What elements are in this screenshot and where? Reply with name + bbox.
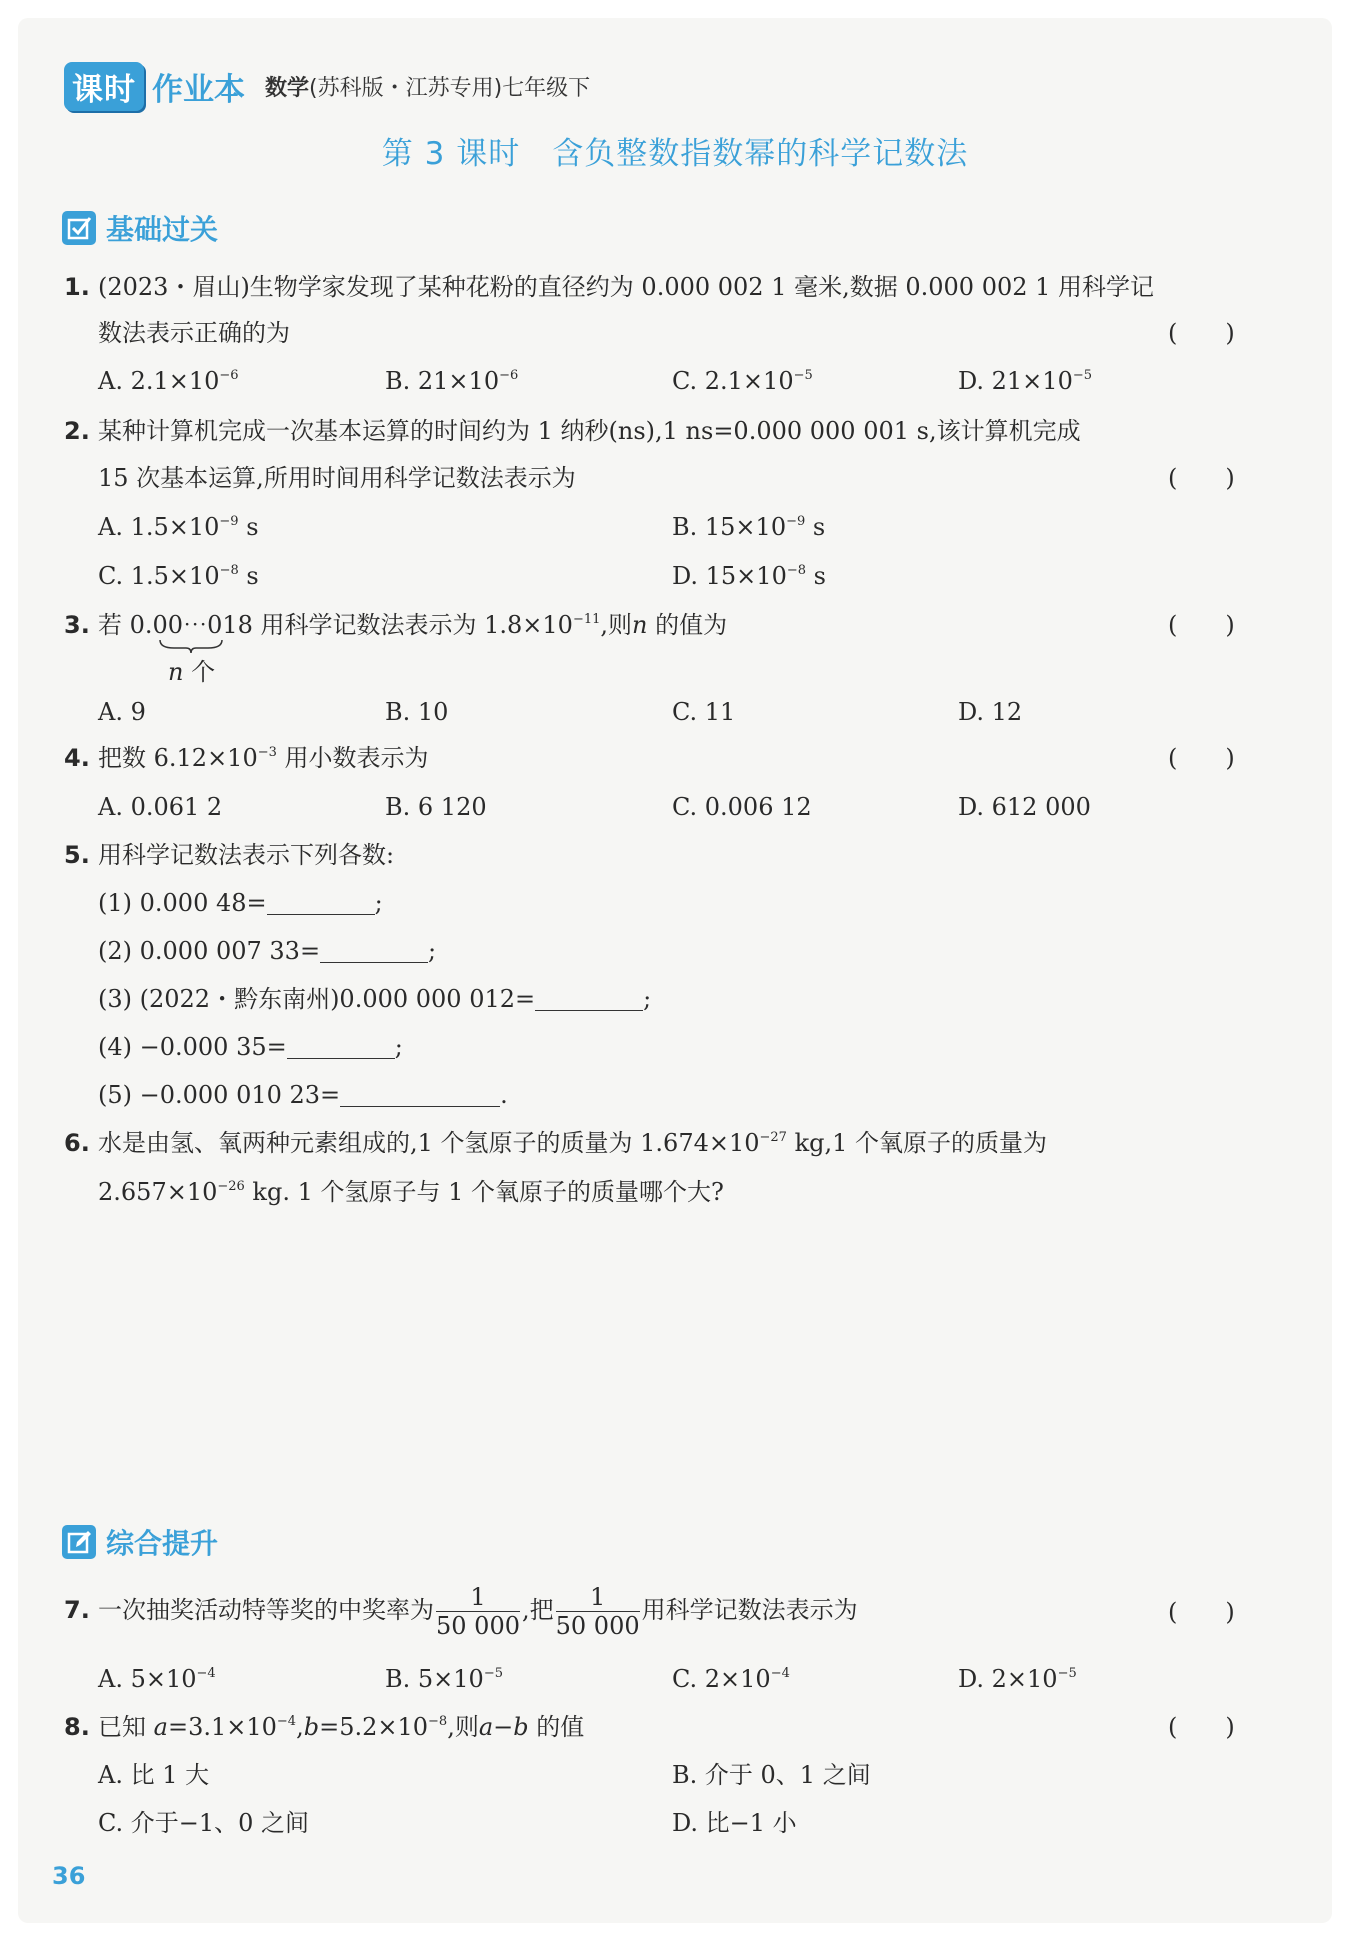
fill-label: (2) 0.000 007 33= [98,937,321,965]
option-c: C. 11 [672,698,736,726]
exponent: −9 [786,514,806,529]
option-a: A. 比 1 大 [98,1761,210,1789]
option-d: D. 612 000 [958,793,1091,821]
question-4 [64,743,429,773]
question-text: =5.2×10 [319,1713,429,1741]
option-text: A. 1.5×10 [98,513,220,541]
fraction-numerator: 1 [556,1583,640,1612]
question-text: 用科学记数法表示下列各数: [98,841,395,869]
question-2-line2: 15 次基本运算,所用时间用科学记数法表示为 [98,464,576,492]
question-number: 7. [64,1596,90,1624]
punctuation: ; [428,937,437,965]
answer-bracket: ( ) [1168,611,1235,639]
option-text: B. 21×10 [385,367,500,395]
option-text: A. 5×10 [98,1665,197,1693]
option-c: C. 0.006 12 [672,793,812,821]
exponent: −5 [483,1666,503,1681]
brace-label-text: 个 [183,658,216,686]
fill-label: (5) −0.000 010 23= [98,1081,341,1109]
exponent: −9 [219,514,239,529]
fill-item-3 [98,984,651,1014]
fraction [556,1583,640,1640]
exponent: −3 [257,745,277,760]
option-text: C. 1.5×10 [98,562,220,590]
fraction-denominator: 50 000 [555,1612,640,1640]
option-c: C. 介于−1、0 之间 [98,1809,310,1837]
option-b: B. 6 120 [385,793,487,821]
fraction-numerator: 1 [436,1583,520,1612]
answer-blank[interactable] [535,988,643,1011]
section-advanced-title: 综合提升 [106,1527,219,1560]
exponent: −8 [428,1714,448,1729]
expression: a−b [478,1713,529,1741]
header-brand [64,62,590,111]
fill-item-1 [98,888,383,918]
option-text: D. 21×10 [958,367,1073,395]
fill-label: (3) (2022・黔东南州)0.000 000 012= [98,985,536,1013]
question-number: 6. [64,1129,90,1157]
exponent: −4 [196,1666,216,1681]
answer-bracket: ( ) [1168,1713,1235,1741]
brand-logo-zuoye: 作业本 [152,72,245,108]
punctuation: ; [394,1033,403,1061]
question-text: 水是由氢、氧两种元素组成的,1 个氢原子的质量为 1.674×10 [98,1129,760,1157]
fill-label: (4) −0.000 35= [98,1033,287,1061]
pencil-edit-icon [62,1525,96,1559]
section-basic [62,208,218,248]
unit: s [238,562,259,590]
section-basic-title: 基础过关 [106,213,219,246]
question-text: =3.1×10 [167,1713,277,1741]
question-7 [64,1582,858,1640]
exponent: −5 [1072,368,1093,383]
option-d [958,1664,1077,1694]
option-b: B. 10 [385,698,449,726]
exponent: −26 [217,1179,245,1194]
option-text: A. 2.1×10 [98,367,220,395]
question-text: 一次抽奖活动特等奖的中奖率为 [98,1596,434,1624]
page-number: 36 [52,1862,86,1890]
option-c [672,1664,790,1694]
option-d [672,561,826,591]
variable-n: n [632,611,648,639]
question-5 [64,840,394,870]
question-3 [64,610,727,640]
exponent: −6 [499,368,519,383]
question-text: 18 用科学记数法表示为 1.8×10 [222,611,573,639]
exponent: −11 [572,612,601,627]
question-text: ,把 [521,1596,554,1624]
fill-item-2 [98,936,436,966]
exponent: −5 [793,368,813,383]
option-a: A. 9 [98,698,146,726]
question-6-line2 [98,1177,724,1207]
option-text: C. 2×10 [672,1665,771,1693]
fill-item-5 [98,1080,508,1110]
question-text: kg. 1 个氢原子与 1 个氧原子的质量哪个大? [244,1178,724,1206]
option-a [98,1664,216,1694]
subject-name: 数学 [265,76,310,101]
answer-bracket: ( ) [1168,319,1235,347]
variable-a: a [153,1713,168,1741]
brace-label [168,657,215,687]
option-b [672,512,825,542]
question-text: ,则 [600,611,633,639]
exponent: −8 [786,563,807,578]
answer-bracket: ( ) [1168,1598,1235,1626]
option-text: B. 5×10 [385,1665,484,1693]
question-text: 的值 [528,1713,585,1741]
question-text: (2023・眉山)生物学家发现了某种花粉的直径约为 0.000 002 1 毫米,数据 0.000 002 1 用科学记 [98,273,1155,301]
answer-blank[interactable] [287,1036,395,1059]
variable-b: b [303,1713,320,1741]
punctuation: ; [374,889,383,917]
brand-logo-keshi: 课时 [64,62,144,111]
question-text: 某种计算机完成一次基本运算的时间约为 1 纳秒(ns),1 ns=0.000 000 001 s,该计算机完成 [98,417,1081,445]
question-1 [64,272,1154,302]
question-text: 已知 [98,1713,146,1741]
question-number: 5. [64,841,90,869]
option-text: D. 15×10 [672,562,787,590]
option-text: B. 15×10 [672,513,787,541]
question-text: ,则 [447,1713,479,1741]
question-number: 3. [64,611,90,639]
option-d: D. 比−1 小 [672,1809,797,1837]
question-8 [64,1712,584,1742]
answer-bracket: ( ) [1168,464,1235,492]
answer-bracket: ( ) [1168,744,1235,772]
question-2 [64,416,1081,446]
exponent: −4 [276,1714,297,1729]
question-number: 2. [64,417,90,445]
option-d: D. 12 [958,698,1023,726]
option-text: C. 2.1×10 [672,367,794,395]
option-a [98,366,239,396]
option-a [98,512,259,542]
option-b [385,366,518,396]
lesson-title: 第 3 课时 含负整数指数幂的科学记数法 [381,136,969,172]
option-text: D. 2×10 [958,1665,1058,1693]
repeated-zeros: 00⋯0 [152,611,223,639]
unit: s [805,513,826,541]
subject-line [265,71,590,102]
subject-detail: (苏科版・江苏专用)七年级下 [309,76,591,101]
exponent: −4 [770,1666,790,1681]
answer-blank[interactable] [340,1084,500,1107]
option-c [672,366,813,396]
answer-blank[interactable] [320,940,428,963]
question-number: 4. [64,744,90,772]
checkbox-icon [62,211,96,245]
punctuation: . [500,1081,508,1109]
option-a: A. 0.061 2 [98,793,223,821]
unit: s [238,513,259,541]
question-text: 把数 6.12×10 [98,744,258,772]
question-6 [64,1128,1047,1158]
fill-label: (1) 0.000 48= [98,889,267,917]
exponent: −8 [219,563,239,578]
option-b: B. 介于 0、1 之间 [672,1761,871,1789]
option-c [98,561,259,591]
question-number: 8. [64,1713,90,1741]
underbrace [158,638,224,654]
exponent: −6 [219,368,239,383]
exponent: −5 [1057,1666,1077,1681]
question-text: 的值为 [647,611,728,639]
variable-n: n [168,658,184,686]
answer-blank[interactable] [267,892,375,915]
question-1-line2: 数法表示正确的为 [98,319,290,347]
question-text: , [296,1713,304,1741]
option-d [958,366,1092,396]
unit: s [806,562,826,590]
fraction [436,1583,520,1640]
question-text: 若 0. [98,611,153,639]
exponent: −27 [759,1130,787,1145]
option-b [385,1664,503,1694]
question-text: 用科学记数法表示为 [641,1596,858,1624]
question-text: 用小数表示为 [276,744,429,772]
question-text: 2.657×10 [98,1178,218,1206]
question-number: 1. [64,273,90,301]
answer-area[interactable] [98,1225,1248,1495]
punctuation: ; [643,985,652,1013]
fraction-denominator: 50 000 [436,1612,520,1640]
section-advanced [62,1522,218,1562]
question-text: kg,1 个氧原子的质量为 [786,1129,1048,1157]
fill-item-4 [98,1032,403,1062]
